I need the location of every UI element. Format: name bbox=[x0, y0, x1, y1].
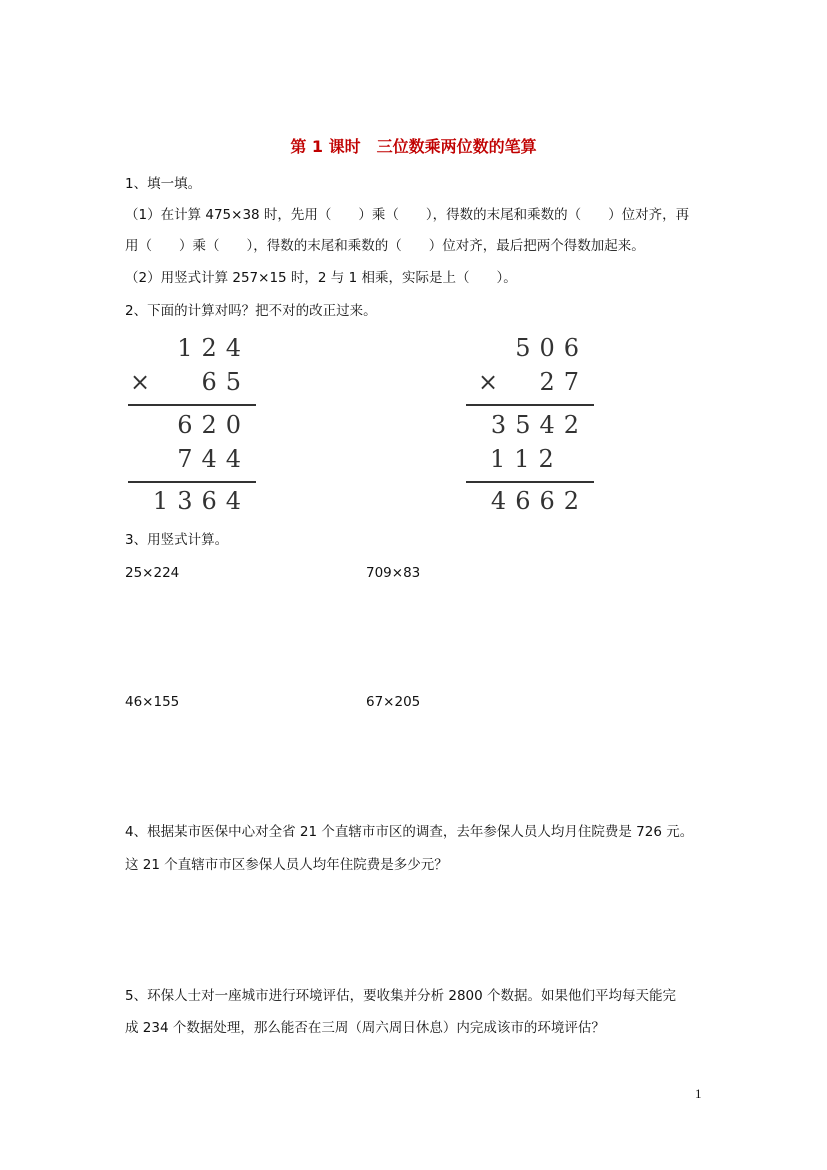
page-title: 第 1 课时 三位数乘两位数的笔算 bbox=[290, 137, 537, 156]
page-number: 1 bbox=[695, 1086, 702, 1101]
q4-line-2: 这 21 个直辖市市区参保人员人均年住院费是多少元？ bbox=[125, 857, 448, 873]
vertical-calc-b bbox=[466, 334, 594, 514]
q2-heading: 2、下面的计算对吗？把不对的改正过来。 bbox=[125, 303, 377, 319]
calc-b-rule-2 bbox=[466, 481, 594, 483]
q1-part1-line2: 用（ ）乘（ ），得数的末尾和乘数的（ ）位对齐，最后把两个得数加起来。 bbox=[125, 238, 645, 254]
calc-a-partial-1: 620 bbox=[177, 411, 250, 439]
calc-b-times-sign: × bbox=[478, 368, 499, 396]
calc-a-rule-2 bbox=[128, 481, 256, 483]
calc-b-multiplicand: 506 bbox=[515, 334, 588, 362]
q3-item-3: 46×155 bbox=[125, 694, 180, 710]
calc-a-multiplicand: 124 bbox=[177, 334, 250, 362]
calc-b-partial-1: 3542 bbox=[490, 411, 588, 439]
q3-heading: 3、用竖式计算。 bbox=[125, 532, 229, 548]
q3-item-1: 25×224 bbox=[125, 565, 180, 581]
calc-a-times-sign: × bbox=[130, 368, 151, 396]
q5-line-2: 成 234 个数据处理，那么能否在三周（周六周日休息）内完成该市的环境评估？ bbox=[125, 1020, 605, 1036]
q1-heading: 1、填一填。 bbox=[125, 176, 202, 192]
q4-line-1: 4、根据某市医保中心对全省 21 个直辖市市区的调查，去年参保人员人均月住院费是 726 元。 bbox=[125, 824, 694, 840]
q1-part1-line1: （1）在计算 475×38 时，先用（ ）乘（ ），得数的末尾和乘数的（ ）位对齐，再 bbox=[125, 207, 690, 223]
calc-b-multiplier: 27 bbox=[539, 368, 588, 396]
calc-b-result: 4662 bbox=[490, 487, 588, 515]
q1-part2: （2）用竖式计算 257×15 时，2 与 1 相乘，实际是上（ ）。 bbox=[125, 270, 517, 286]
q3-item-2: 709×83 bbox=[366, 565, 421, 581]
calc-a-multiplier: 65 bbox=[201, 368, 250, 396]
q3-item-4: 67×205 bbox=[366, 694, 421, 710]
calc-a-result: 1364 bbox=[152, 487, 250, 515]
calc-b-rule-1 bbox=[466, 404, 594, 406]
vertical-calc-a bbox=[128, 334, 256, 514]
calc-b-partial-2: 112 bbox=[490, 445, 563, 473]
calc-a-rule-1 bbox=[128, 404, 256, 406]
calc-a-partial-2: 744 bbox=[177, 445, 250, 473]
q5-line-1: 5、环保人士对一座城市进行环境评估，要收集并分析 2800 个数据。如果他们平均每天能完 bbox=[125, 988, 677, 1004]
